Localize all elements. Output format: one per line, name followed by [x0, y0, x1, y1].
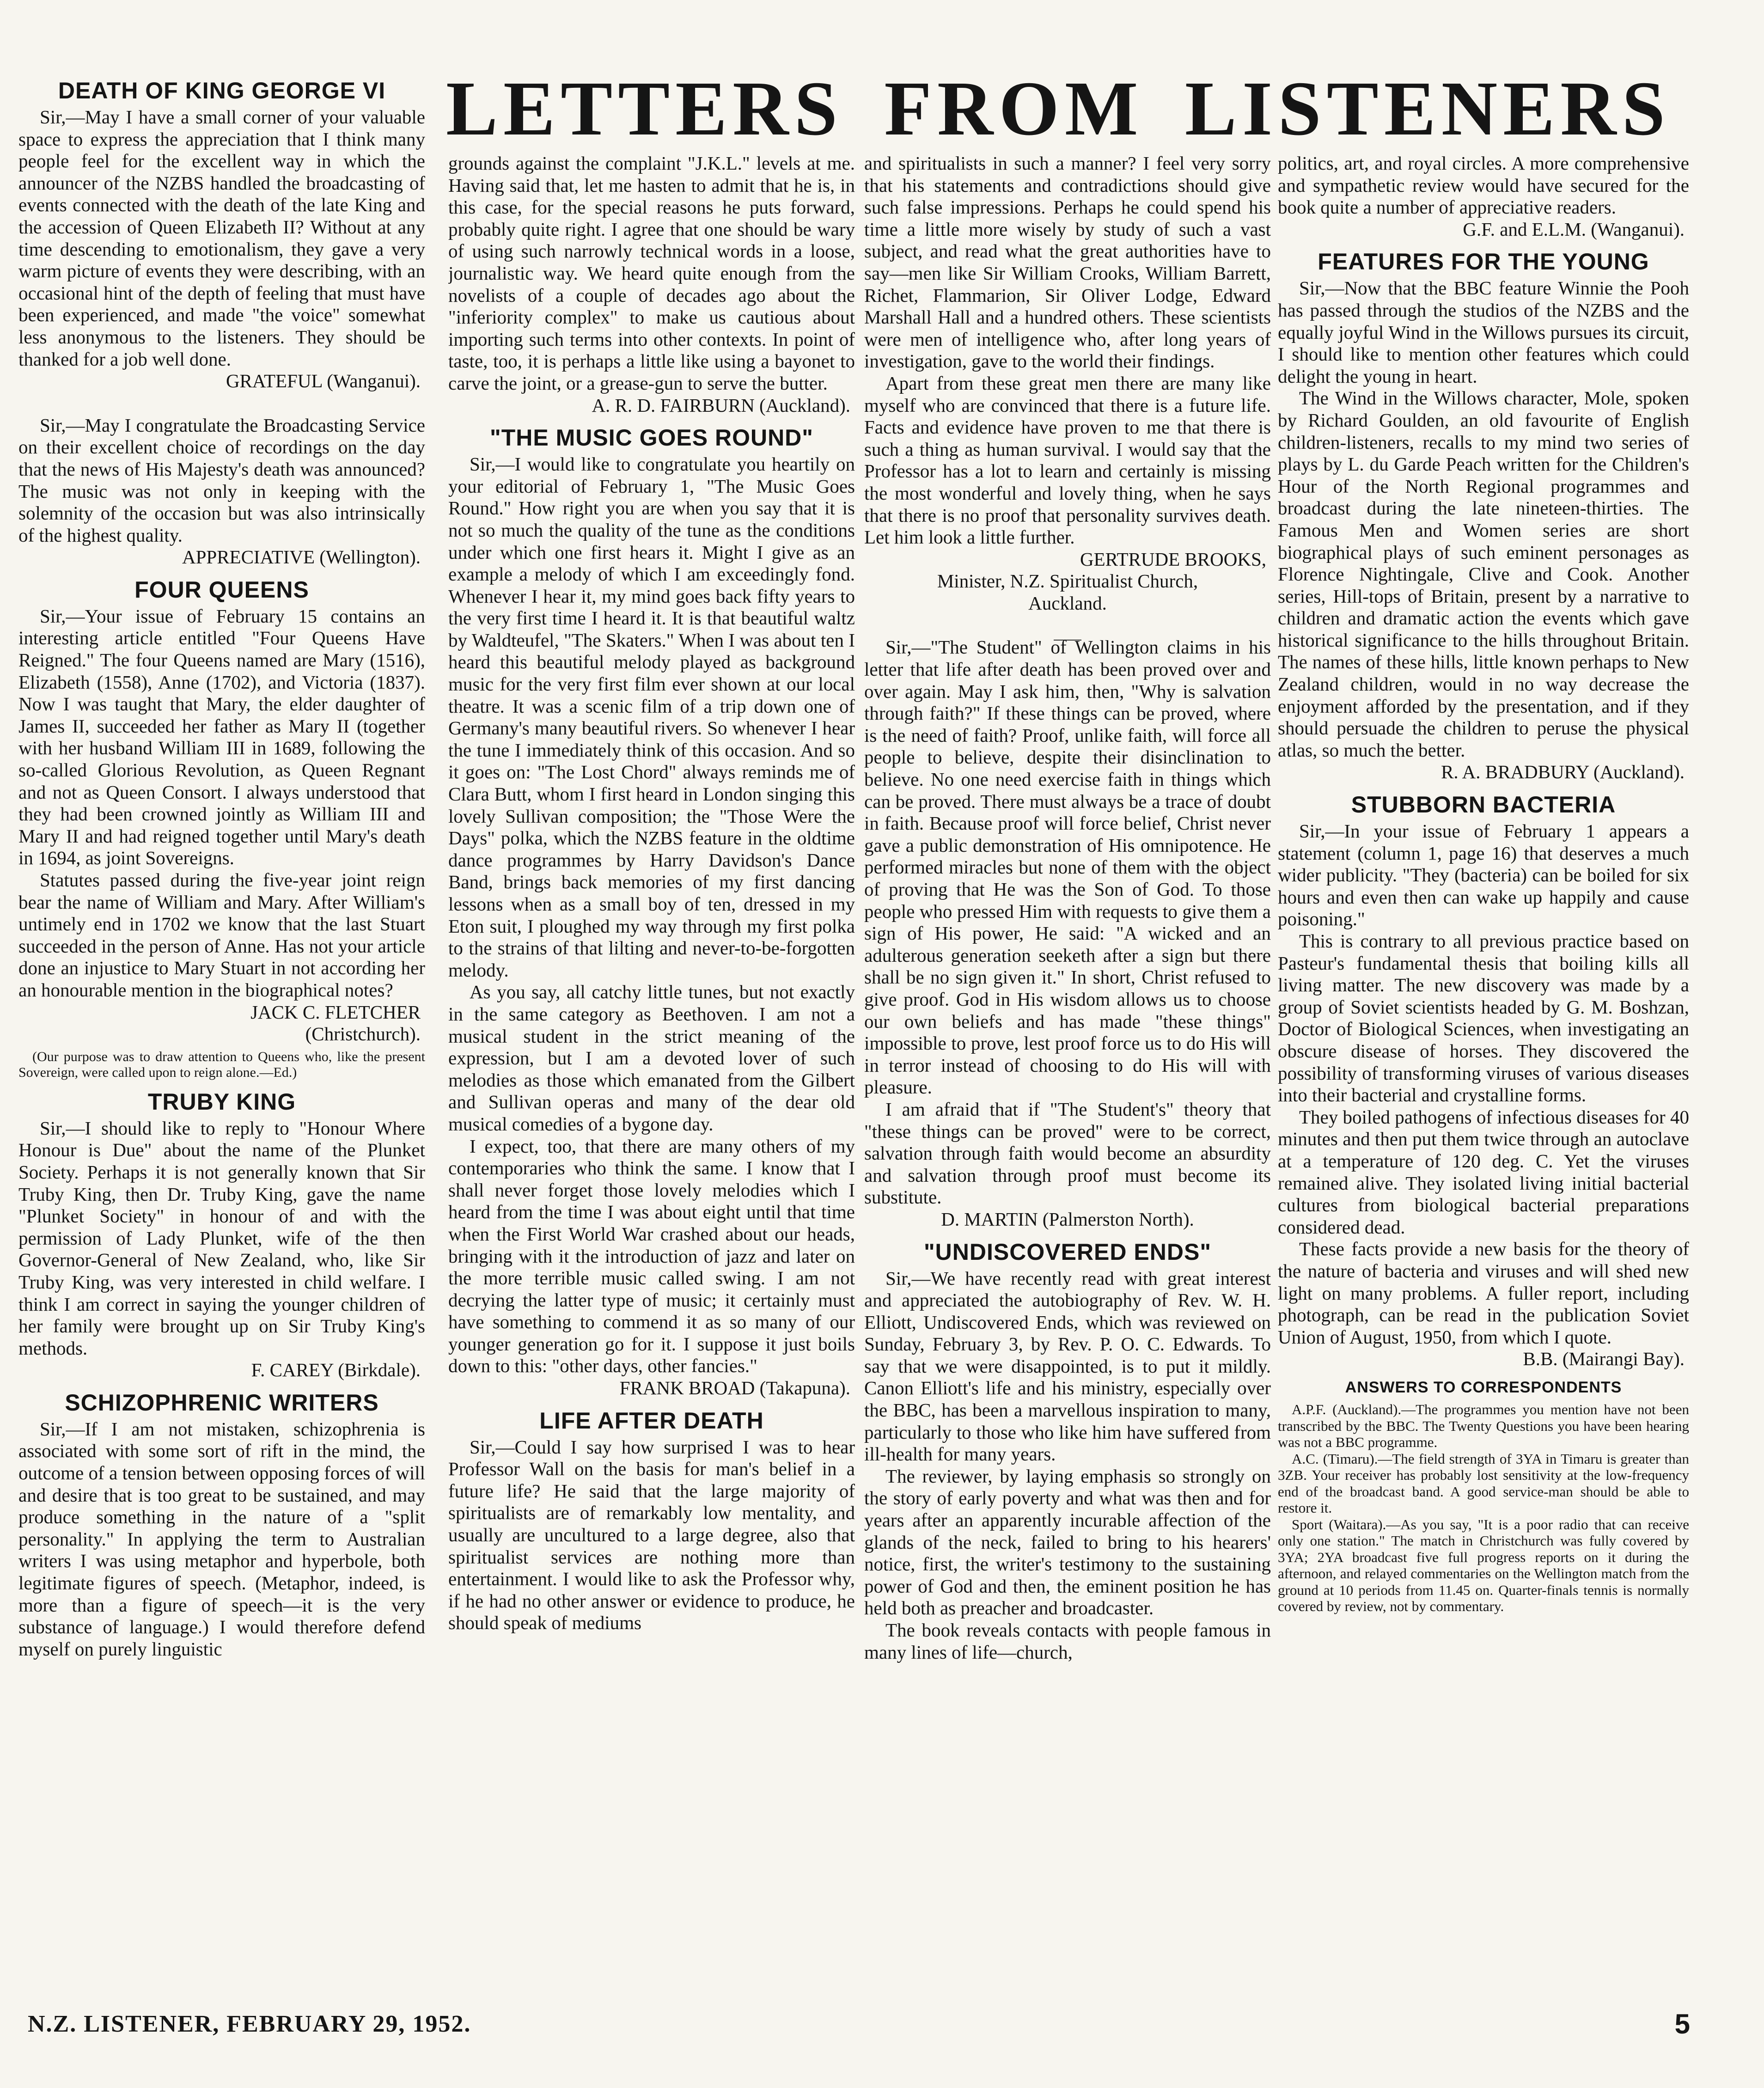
column-2	[448, 153, 855, 1959]
letter-signature-location: (Christchurch).	[305, 1023, 421, 1045]
heading-four-queens: FOUR QUEENS	[134, 576, 309, 603]
letter-paragraph: They boiled pathogens of infectious diseases for 40 minutes and then put them twice through an autoclave at a temperature of 120 deg. C. Yet the viruses remained alive. They isolated living initial bacterial cultures from biological bacterial preparations considered dead.	[1278, 1106, 1689, 1238]
heading-life-after-death: LIFE AFTER DEATH	[539, 1407, 764, 1434]
editor-note: (Our purpose was to draw attention to Queens who, like the present Sovereign, were called upon to reign alone.—Ed.)	[18, 1049, 425, 1080]
divider	[864, 623, 1271, 627]
letter-signature: D. MARTIN (Palmerston North).	[941, 1208, 1194, 1230]
letter-paragraph: I am afraid that if "The Student's" theory that "these things can be proved" were to be correct, salvation through faith would become an absurdity and salvation through proof must become its substitute.	[864, 1098, 1271, 1208]
column-1	[18, 69, 425, 1959]
letter-paragraph: politics, art, and royal circles. A more comprehensive and sympathetic review would have secured for the book quite a number of appreciative readers.	[1278, 153, 1689, 218]
letter-signature: B.B. (Mairangi Bay).	[1523, 1348, 1685, 1370]
letter-paragraph: Apart from these great men there are many like myself who are convinced that there is a future life. Facts and evidence have proven to me that there is such a thing as human survival. I would say that the Professor has a lot to learn and certainly is missing the most wonderful and lovely thing, when he says that there is no proof that personality survives death. Let him look a little further.	[864, 372, 1271, 548]
answers-heading: ANSWERS TO CORRESPONDENTS	[1345, 1378, 1622, 1396]
letter-paragraph: Sir,—We have recently read with great interest and appreciated the autobiography of Rev. W. H. Elliott, Undiscovered Ends, which was reviewed on Sunday, February 3, by Rev. P. O. C. Edwards. To say that we were disappointed, is to put it mildly. Canon Elliott's life and his ministry, especially over the BBC, has been a marvellous inspiration to many, particularly to those who like him have suffered from ill-health for many years.	[864, 1267, 1271, 1465]
answer-item: Sport (Waitara).—As you say, "It is a poor radio that can receive only one station." The match in Christchurch was fully covered by 3YA; 2YA broadcast five full progress reports on it during the afternoon, and relayed commentaries on the Wellington match from the ground at 10 periods from 11.45 on. Quarter-finals tennis is normally covered by review, not by commentary.	[1278, 1516, 1689, 1615]
letter-paragraph: Sir,—"The Student" of Wellington claims in his letter that life after death has been proved over and over again. May I ask him, then, "Why is salvation through faith?" If these things can be proved, where is the need of faith? Proof, unlike faith, will force all people to believe, despite their disinclination to believe. No one need exercise faith in things which can be proved. There must always be a trace of doubt in faith. Because proof will force belief, Christ never gave a public demonstration of His omnipotence. He performed miracles but none of them with the object of proving that He was the Son of God. To those people who pressed Him with requests to give them a sign of His power, He said: "A wicked and an adulterous generation seeketh after a sign but there shall be no sign given it." In short, Christ refused to give proof. God in His wisdom allows us to choose our own beliefs and has made "these things" impossible to prove, lest proof force us to do His will in terror instead of choosing to do His will with pleasure.	[864, 636, 1271, 1098]
letter-signature-title: Minister, N.Z. Spiritualist Church,	[937, 570, 1198, 592]
letter-signature: G.F. and E.L.M. (Wanganui).	[1463, 218, 1685, 240]
letter-paragraph: As you say, all catchy little tunes, but not exactly in the same category as Beethoven. I am not a musical student in the strict meaning of the expression, but I am a devoted lover of such melodies as those which emanated from the Gilbert and Sullivan operas and many of the dear old musical comedies of a bygone day.	[448, 981, 855, 1135]
letter-signature-location: Auckland.	[1028, 592, 1107, 614]
letter-paragraph: The book reveals contacts with people famous in many lines of life—church,	[864, 1619, 1271, 1663]
letter-signature: R. A. BRADBURY (Auckland).	[1441, 761, 1685, 783]
masthead-title: LETTERS FROM LISTENERS	[446, 66, 1671, 152]
heading-music-goes-round: "THE MUSIC GOES ROUND"	[489, 425, 813, 451]
letter-signature: GRATEFUL (Wanganui).	[226, 370, 421, 392]
column-4	[1278, 153, 1689, 1959]
answer-item: A.P.F. (Auckland).—The programmes you mention have not been transcribed by the BBC. The Twenty Questions you have been hearing was not a BBC programme.	[1278, 1401, 1689, 1451]
letter-paragraph: and spiritualists in such a manner? I feel very sorry that his statements and contradictions should give such false impressions. Perhaps he could spend his time a little more wisely by study of such a vast subject, and read what the great authorities have to say—men like Sir William Crooks, William Barrett, Richet, Flammarion, Sir Oliver Lodge, Edward Marshall Hall and a hundred others. These scientists were men of intelligence who, after long years of investigation, gave to the world their findings.	[864, 153, 1271, 372]
letter-paragraph: Statutes passed during the five-year joint reign bear the name of William and Mary. After William's untimely end in 1702 we know that the last Stuart succeeded in the person of Anne. Has not your article done an injustice to Mary Stuart in not according her an honourable mention in the biographical notes?	[18, 869, 425, 1001]
letter-paragraph: Sir,—May I congratulate the Broadcasting Service on their excellent choice of recordings on the day that the news of His Majesty's death was announced? The music was not only in keeping with the solemnity of the occasion but was also intrinsically of the highest quality.	[18, 414, 425, 546]
letter-paragraph: Sir,—If I am not mistaken, schizophrenia is associated with some sort of rift in the mind, the outcome of a tension between opposing forces of will and desire that is too great to be sustained, and may produce something in the nature of a "split personality." In applying the term to Australian writers I was using metaphor and hyperbole, both legitimate figures of speech. (Metaphor, indeed, is more than a figure of speech—it is the very substance of language.) I would therefore defend myself on purely linguistic	[18, 1418, 425, 1660]
footer-publication: N.Z. LISTENER, FEBRUARY 29, 1952.	[28, 2011, 471, 2037]
answers-to-correspondents	[1278, 1377, 1689, 1615]
letter-signature: F. CAREY (Birkdale).	[251, 1359, 421, 1381]
letter-paragraph: Sir,—Now that the BBC feature Winnie the Pooh has passed through the studios of the NZBS and the equally joyful Wind in the Willows pursues its circuit, I should like to mention other features which could delight the young in heart.	[1278, 277, 1689, 387]
heading-schizophrenic-writers: SCHIZOPHRENIC WRITERS	[65, 1389, 379, 1416]
letter-paragraph: Sir,—May I have a small corner of your valuable space to express the appreciation that I think many people feel for the excellent way in which the announcer of the NZBS handled the broadcasting of events connected with the death of the late King and the accession of Queen Elizabeth II? Without at any time descending to emotionalism, they gave a very warm picture of events they were describing, with an occasional hint of the depth of feeling that must have been experienced, and made "the voice" somewhat less anonymous to the listeners. They should be thanked for a job well done.	[18, 106, 425, 370]
page-number: 5	[1674, 2009, 1690, 2039]
heading-death-of-king: DEATH OF KING GEORGE VI	[58, 78, 386, 104]
column-3	[864, 153, 1271, 1959]
letter-paragraph: Sir,—I would like to congratulate you heartily on your editorial of February 1, "The Music Goes Round." How right you are when you say that it is not so much the quality of the tune as the conditions under which one first hears it. Might I give as an example a melody of which I am exceedingly fond. Whenever I hear it, my mind goes back fifty years to the very first time I heard it. It is that beautiful waltz by Waldteufel, "The Skaters." When I was about ten I heard this beautiful melody played as background music for the very first film ever shown at our local theatre. It was a scenic film of a trip down one of Germany's many beautiful rivers. So whenever I hear the tune I immediately think of this occasion. And so it goes on: "The Lost Chord" always reminds me of Clara Butt, whom I first heard in London singing this lovely Sullivan composition; the "Those Were the Days" polka, which the NZBS feature in the oldtime dance programmes by Harry Davidson's Dance Band, brings back memories of my first dancing lessons when as a small boy of ten, dressed in my Eton suit, I ploughed my way through my first polka to the strains of that lilting and never-to-be-forgotten melody.	[448, 453, 855, 981]
letter-paragraph: grounds against the complaint "J.K.L." levels at me. Having said that, let me hasten to admit that he is, in this case, for the special reasons he puts forward, probably quite right. I agree that one should be wary of using such narrowly technical words in a loose, journalistic way. We heard quite enough from the novelists of a couple of decades ago about the "inferiority complex" to make us cautious about importing such terms into other contexts. In point of taste, too, it is perhaps a little like using a bayonet to carve the joint, or a grease-gun to serve the butter.	[448, 153, 855, 394]
heading-stubborn-bacteria: STUBBORN BACTERIA	[1351, 792, 1616, 818]
letter-paragraph: This is contrary to all previous practice based on Pasteur's fundamental thesis that boiling kills all living matter. The new discovery was made by a group of Soviet scientists headed by G. M. Boshzan, Doctor of Biological Sciences, when investigating an obscure disease of horses. They discovered the possibility of transforming viruses of various diseases into their bacterial and crystalline forms.	[1278, 930, 1689, 1106]
letter-signature: FRANK BROAD (Takapuna).	[619, 1377, 850, 1399]
letter-paragraph: I expect, too, that there are many others of my contemporaries who think the same. I know that I shall never forget those lovely melodies which I heard from the time I was about eight until that time when the First World War crashed about our heads, bringing with it the introduction of jazz and later on the more terrible music called swing. I am not decrying the latter type of music; it certainly must have something to commend it as so many of our younger generation go for it. I suppose it just boils down to this: "other days, other fancies."	[448, 1135, 855, 1377]
letter-paragraph: Sir,—Your issue of February 15 contains an interesting article entitled "Four Queens Have Reigned." The four Queens named are Mary (1516), Elizabeth (1558), Anne (1702), and Victoria (1837). Now I was taught that Mary, the elder daughter of James II, succeeded her father as Mary II (together with her husband William III in 1689, following the so-called Glorious Revolution, as Queen Regnant and not as Queen Consort. I always understood that they had been crowned jointly as William III and Mary II and had reigned together until Mary's death in 1694, as joint Sovereigns.	[18, 605, 425, 869]
letter-paragraph: The reviewer, by laying emphasis so strongly on the story of early poverty and what was then and for years after an apparently incurable affection of the glands of the neck, failed to bring to his hearers' notice, first, the writer's testimony to the sustaining power of God and then, the eminent position he has held both as preacher and broadcaster.	[864, 1465, 1271, 1619]
divider	[18, 402, 425, 405]
letter-paragraph: These facts provide a new basis for the theory of the nature of bacteria and viruses and will shed new light on many problems. A fuller report, including photograph, can be read in the publication Soviet Union of August, 1950, from which I quote.	[1278, 1238, 1689, 1348]
letter-paragraph: Sir,—I should like to reply to "Honour Where Honour is Due" about the name of the Plunket Society. Perhaps it is not generally known that Sir Truby King, then Dr. Truby King, gave the name "Plunket Society" in honour of and with the permission of Lady Plunket, wife of the then Governor-General of New Zealand, who, like Sir Truby King, was very interested in child welfare. I think I am correct in saying the younger children of her family were brought up on Sir Truby King's methods.	[18, 1117, 425, 1359]
heading-undiscovered-ends: "UNDISCOVERED ENDS"	[923, 1239, 1212, 1265]
letter-signature: A. R. D. FAIRBURN (Auckland).	[592, 394, 850, 416]
letter-signature: GERTRUDE BROOKS,	[1080, 548, 1266, 570]
answer-item: A.C. (Timaru).—The field strength of 3YA in Timaru is greater than 3ZB. Your receiver has probably lost sensitivity at the low-frequency end of the broadcast band. A good service-man should be able to restore it.	[1278, 1450, 1689, 1516]
letter-paragraph: Sir,—In your issue of February 1 appears a statement (column 1, page 16) that deserves a much wider publicity. "They (bacteria) can be boiled for six hours and even then can wake up happily and cause poisoning."	[1278, 820, 1689, 930]
heading-features-for-the-young: FEATURES FOR THE YOUNG	[1318, 249, 1649, 275]
letter-signature: APPRECIATIVE (Wellington).	[182, 546, 421, 568]
letter-paragraph: Sir,—Could I say how surprised I was to hear Professor Wall on the basis for man's belief in a future life? He said that the large majority of spiritualists are of remarkably low mentality, and usually are uncultured to a large degree, also that spiritualist services are nothing more than entertainment. I would like to ask the Professor why, if he had no other answer or evidence to produce, he should speak of mediums	[448, 1436, 855, 1634]
heading-truby-king: TRUBY KING	[147, 1088, 296, 1115]
letter-paragraph: The Wind in the Willows character, Mole, spoken by Richard Goulden, an old favourite of English children-listeners, recalls to my mind two series of plays by L. du Garde Peach written for the Children's Hour of the North Regional programmes and broadcast during the late nineteen-thirties. The Famous Men and Women series are short biographical plays of such eminent personages as Florence Nightingale, Clive and Cook. Another series, Hill-tops of Britain, present by a narrative to children and dramatic action the events which gave historical significance to the hills throughout Britain. The names of these hills, little known perhaps to New Zealand children, would in no way decrease the enjoyment afforded by the presentation, and if they should persuade the children to peruse the physical atlas, so much the better.	[1278, 387, 1689, 761]
letter-signature: JACK C. FLETCHER	[250, 1001, 421, 1023]
